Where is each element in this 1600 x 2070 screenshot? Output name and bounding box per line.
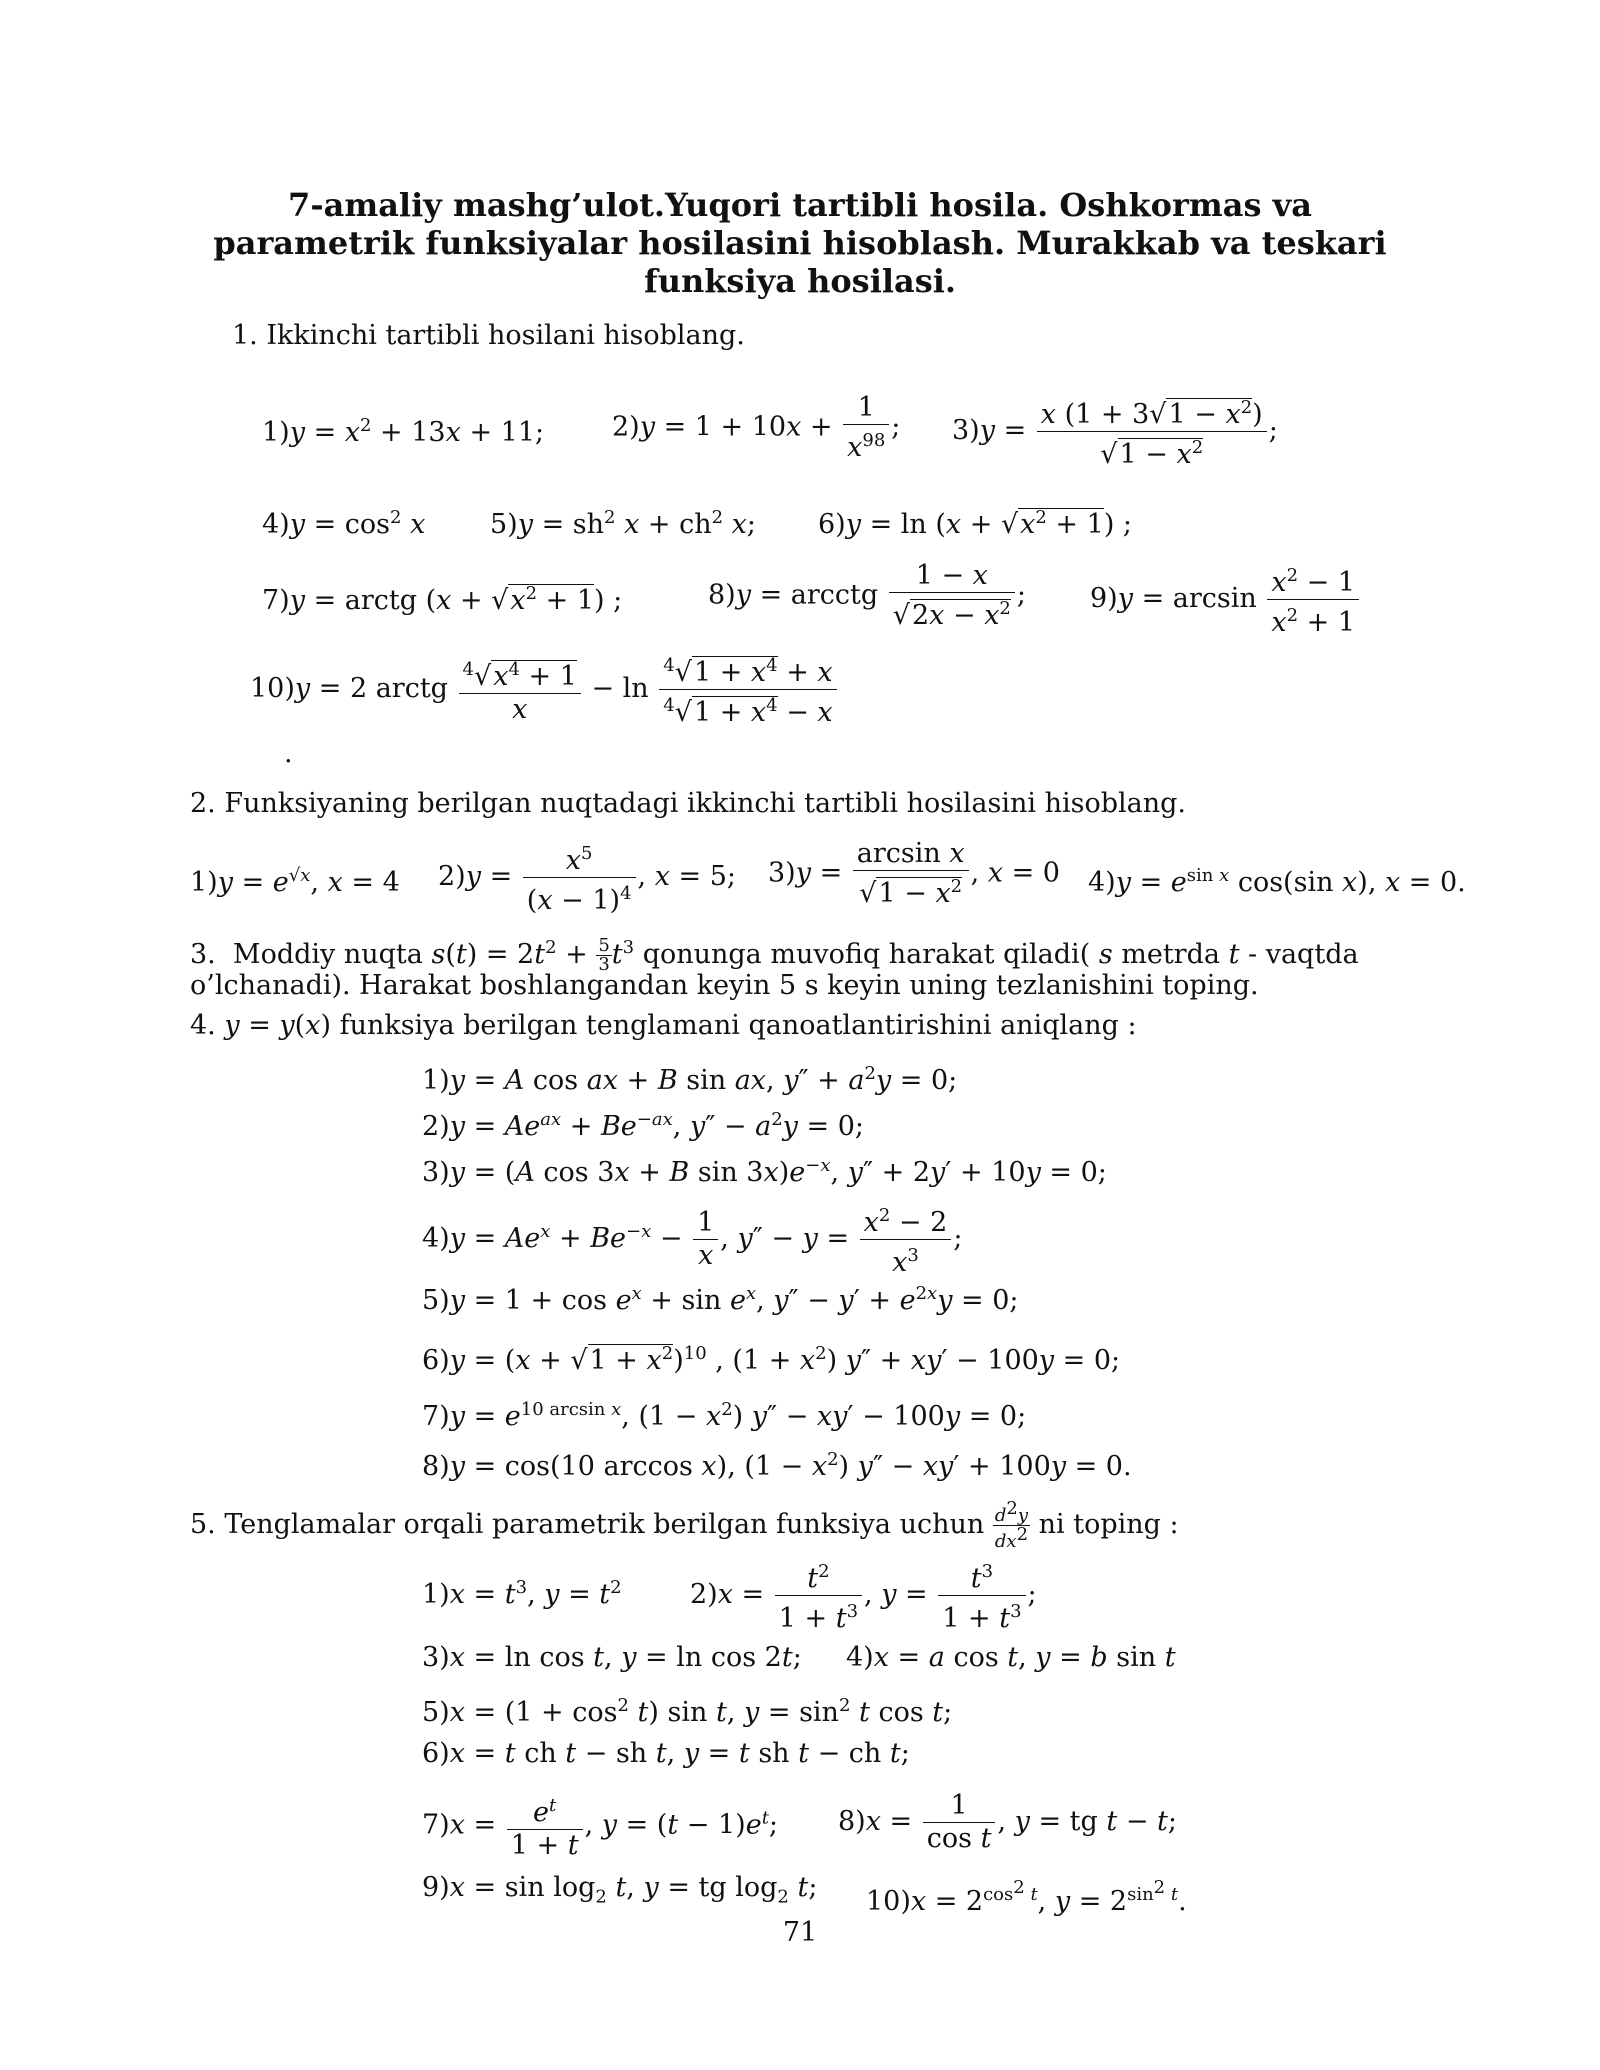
formula-4-7: $7)y = e^{10 arcsin x}$, $(1 - x^2)$ y″ − xy′ − 100y = 0; [422,1399,1027,1432]
section-4-heading: 4. y = y(x) funksiya berilgan tenglamani qanoatlantirishini aniqlang : [190,1010,1137,1041]
formula-5-1: $1)x = t^3$, $y = t^2$ [422,1577,622,1610]
formula-1-3: 3)y = $\frac{x (1 + 3√1 - x^2)}{√1 - x^2}$ ; [952,392,1278,471]
section-2-heading: 2. Funksiyaning berilgan nuqtadagi ikkinchi tartibli hosilasini hisoblang. [190,788,1186,819]
formula-2-4: $4)y = e^{sin x}$ cos(sin x), x = 0. [1088,865,1466,898]
formula-4-5: $5)y = 1 + \cos e^x + \sin e^x$, $y'' - y' + e^{2x}y = 0$; [422,1283,1019,1316]
title-line-1: 7-amaliy mashg’ulot.Yuqori tartibli hosila. Oshkormas va [288,186,1312,224]
formula-1-2: 2)y = 1 + 10x + $\frac{1}{x^{98}}$ ; [612,392,901,463]
formula-4-1: 1)y = A cos ax + B sin ax, $y'' + a^2y = 0$; [422,1063,958,1096]
section-3-line-2: o’lchanadi). Harakat boshlangandan keyin 5 s keyin uning tezlanishini toping. [190,970,1259,1001]
formula-4-4: $4)y = Ae^x + Be^{-x}$ − $\frac{1}{x}$ , y″ − y = $\frac{x^2 - 2}{x^3}$ ; [422,1200,962,1279]
formula-1-4: $4)y = \cos^2 x$ [262,507,426,540]
formula-4-2: $2)y = Ae^{ax} + Be^{-ax}$, $y'' - a^2y = 0$; [422,1109,864,1142]
formula-5-7: 7)x = $\frac{e^t}{1 + t}$ , $y = (t - 1)e^t$; [422,1790,778,1862]
section-3-line-1: 3. Moddiy nuqta $s(t) = 2t^2$ + $\frac{5}{3}$ $t^3$ qonunga muvofiq harakat qiladi( s metrda t - vaqtda [190,935,1359,975]
section-1-heading: 1. Ikkinchi tartibli hosilani hisoblang. [232,320,745,351]
formula-5-6: 6)x = t ch t − sh t, y = t sh t − ch t; [422,1738,910,1769]
formula-5-9: $9)x = \sin \log_2 t$, y = tg $\log_2 t$; [422,1872,818,1908]
title-line-2: parametrik funksiyalar hosilasini hisoblash. Murakkab va teskari [213,224,1387,262]
section-5-heading-b: ni toping : [1038,1509,1179,1540]
section-1-dot: . [284,738,293,769]
formula-1-1: $1)y = x^2 + 13x + 11$; [262,415,545,448]
formula-1-6: $6)y = \ln (x + √x^2 + 1)$ ; [818,507,1133,540]
formula-2-2: 2)y = $\frac{x^5}{(x - 1)^4}$ , x = 5; [438,838,736,917]
formula-5-10: $10)x = 2^{cos^2 t}$, $y = 2^{sin^2 t}$. [866,1877,1187,1917]
title-line-3: funksiya hosilasi. [643,262,957,300]
formula-4-3: 3)y = (A cos 3x + B $\sin 3x)e^{-x}$, y″ + 2y′ + 10y = 0; [422,1155,1107,1188]
formula-4-6: $6)y = (x + √1 + x^2)^{10}$ , $(1 + x^2)$ y″ + xy′ − 100y = 0; [422,1343,1121,1376]
formula-5-5: $5)x = (1 + \cos^2 t)$ sin t, $y = \sin^2 t$ cos t; [422,1695,953,1728]
section-5-heading [190,1500,1179,1551]
formula-2-3: 3)y = $\frac{\text{arcsin x}}{√1 - x^2}$ , x = 0 [768,838,1060,909]
formula-2-1: $1)y = e^{√x}$, x = 4 [190,865,400,898]
formula-1-9: 9)y = arcsin $\frac{x^2 - 1}{x^2 + 1}$ [1090,560,1361,639]
page-number: 71 [782,1917,818,1948]
second-derivative-fraction: $\frac{d^2y}{dx^2}$ [994,1498,1029,1552]
formula-1-5: $5)y = sh^2$ $x + ch^2$ x; [490,507,757,540]
formula-5-3: 3)x = ln cos t, y = ln cos 2t; [422,1642,802,1673]
formula-4-8: 8)y = cos(10 arccos x), $(1 - x^2)$ y″ − xy′ + 100y = 0. [422,1449,1132,1482]
formula-5-2: 2)x = $\frac{t^2}{1 + t^3}$ , y = $\frac{t^3}{1 + t^3}$ ; [690,1556,1037,1635]
formula-1-8: 8)y = arcctg $\frac{1 - x}{√2x - x^2}$ ; [708,560,1026,631]
section-5-heading-a: 5. Tenglamalar orqali parametrik berilgan funksiya uchun [190,1509,985,1540]
page-title [150,186,1450,300]
formula-5-4: 4)x = a cos t, y = b sin t [846,1642,1176,1673]
formula-1-7: 7)y = arctg $(x + √x^2 + 1)$ ; [262,583,623,616]
formula-1-10: 10)y = 2 arctg $\frac{^4√x^4 + 1}{x}$ − ln $\frac{^4√1 + x^4 + x}{^4√1 + x^4 - x}$ [250,650,839,729]
formula-5-8: 8)x = $\frac{1}{\text{cos t}}$ , y = tg t − t; [838,1790,1178,1854]
